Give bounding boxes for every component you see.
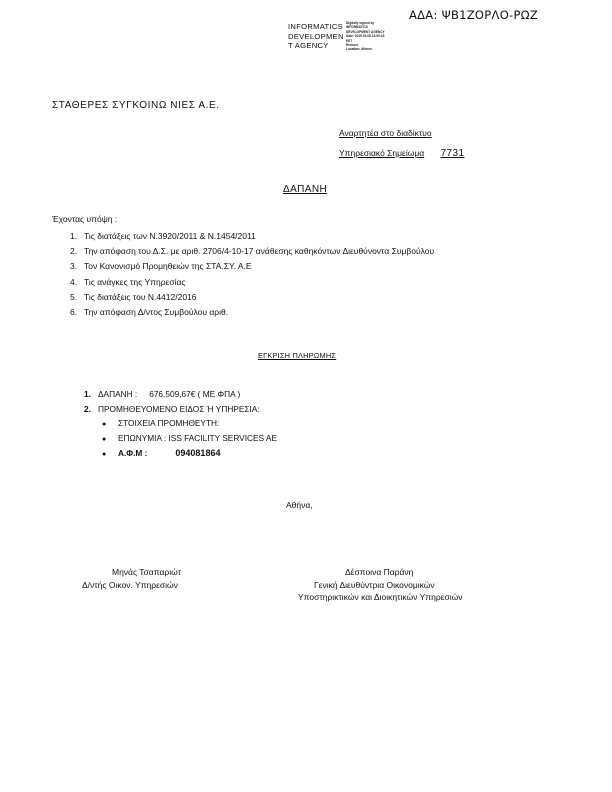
list-number: 6. xyxy=(70,306,78,317)
place-date: Αθήνα, xyxy=(286,500,313,510)
considerations-list xyxy=(70,229,434,320)
payment-items xyxy=(84,387,260,416)
stamp-line: T AGENCY xyxy=(288,41,329,50)
list-item xyxy=(102,416,277,431)
supplier-details xyxy=(102,416,277,462)
list-text: Τις ανάγκες της Υπηρεσίας xyxy=(84,276,186,287)
digital-signature-stamp xyxy=(288,22,344,51)
list-item xyxy=(84,402,260,417)
stamp-detail-line: Digitally signed by xyxy=(346,21,375,25)
supplier-label: ΣΤΟΙΧΕΙΑ ΠΡΟΜΗΘΕΥΤΗ: xyxy=(118,418,220,428)
list-number: 5. xyxy=(70,291,78,302)
ada-code: ΑΔΑ: ΨΒ1ΖΟΡΛΟ-ΡΩΖ xyxy=(408,8,538,22)
afm-label: Α.Φ.Μ : xyxy=(118,448,148,459)
list-item xyxy=(84,387,260,402)
signatory-left-role: Δ/ντής Οικον. Υπηρεσιών xyxy=(82,580,178,590)
list-item xyxy=(70,244,434,259)
stamp-line: INFORMATICS xyxy=(288,22,344,31)
approval-heading: ΕΓΚΡΙΣΗ ΠΛΗΡΩΜΗΣ xyxy=(258,351,337,360)
list-text: Την απόφαση του Δ.Σ. με αριθ. 2706/4-10-17 ανάθεσης καθηκόντων Διευθύνοντα Συμβούλου xyxy=(84,246,435,257)
signatory-right-name: Δέσποινα Παράνη xyxy=(345,567,414,577)
list-item xyxy=(102,446,277,461)
signatory-left-name: Μηνάς Τσαπαριώτ xyxy=(112,567,181,577)
list-text: Την απόφαση Δ/ντος Συμβούλου αριθ. xyxy=(84,306,229,317)
list-item xyxy=(70,305,434,320)
stamp-detail-line: Reason: xyxy=(346,43,359,48)
stamp-detail xyxy=(346,21,385,52)
list-number: 2. xyxy=(84,403,91,414)
list-number: 1. xyxy=(84,389,91,399)
list-item xyxy=(102,431,277,446)
protocol-label: Υπηρεσιακό Σημείωμα xyxy=(339,148,425,158)
protocol-number: 7731 xyxy=(440,148,465,159)
bullet-icon: ● xyxy=(102,436,107,444)
stamp-detail-line: Date: 2019.01.08 13:09:15 xyxy=(346,34,385,39)
list-number: 1. xyxy=(70,231,78,241)
expense-amount: 676.509,67€ ( ΜΕ ΦΠΑ ) xyxy=(149,389,241,399)
list-text: Τις διατάξεις του Ν.4412/2016 xyxy=(84,291,197,302)
list-item xyxy=(70,259,434,274)
stamp-line: DEVELOPMEN xyxy=(288,31,344,41)
signatory-right-role-line2: Υποστηρικτικών και Διοικητικών Υπηρεσιών xyxy=(298,592,463,602)
list-text: Τις διατάξεις των Ν.3920/2011 & Ν.1454/2011 xyxy=(84,231,256,241)
list-text: Τον Κανονισμό Προμηθειών της ΣΤΑ.ΣΥ. Α.Ε xyxy=(84,261,252,272)
signatory-right-role: Γενική Διευθύντρια Οικονομικών xyxy=(314,580,435,590)
supplier-name: ΕΠΩΝΥΜΙΑ : ISS FACILITY SERVICES AE xyxy=(118,433,277,444)
protocol-note xyxy=(339,148,464,159)
item-label: ΔΑΠΑΝΗ : xyxy=(98,389,138,399)
bullet-icon: ● xyxy=(102,421,107,428)
stamp-detail-line: DEVELOPMENT AGENCY xyxy=(346,29,385,34)
afm-value: 094081864 xyxy=(175,448,221,459)
document-title: ΔΑΠΑΝΗ xyxy=(283,184,328,195)
list-number: 3. xyxy=(70,261,78,272)
stamp-detail-line: EET xyxy=(346,38,353,43)
stamp-detail-line: INFORMATICS xyxy=(346,25,368,30)
posted-online-label: Αναρτητέα στο διαδίκτυο xyxy=(339,128,432,138)
bullet-icon: ● xyxy=(102,451,107,459)
list-item xyxy=(70,275,434,290)
list-item xyxy=(70,290,434,305)
list-item xyxy=(70,229,434,244)
considering-heading: Έχοντας υπόψη : xyxy=(52,214,118,224)
item-label: ΠΡΟΜΗΘΕΥΟΜΕΝΟ ΕΙΔΟΣ Ή ΥΠΗΡΕΣΙΑ: xyxy=(98,403,260,414)
company-name: ΣΤΑΘΕΡΕΣ ΣΥΓΚΟΙΝΩ ΝΙΕΣ Α.Ε. xyxy=(52,100,220,111)
list-number: 2. xyxy=(70,246,78,257)
list-number: 4. xyxy=(70,276,78,287)
stamp-detail-line: Location: Athens xyxy=(346,47,372,52)
